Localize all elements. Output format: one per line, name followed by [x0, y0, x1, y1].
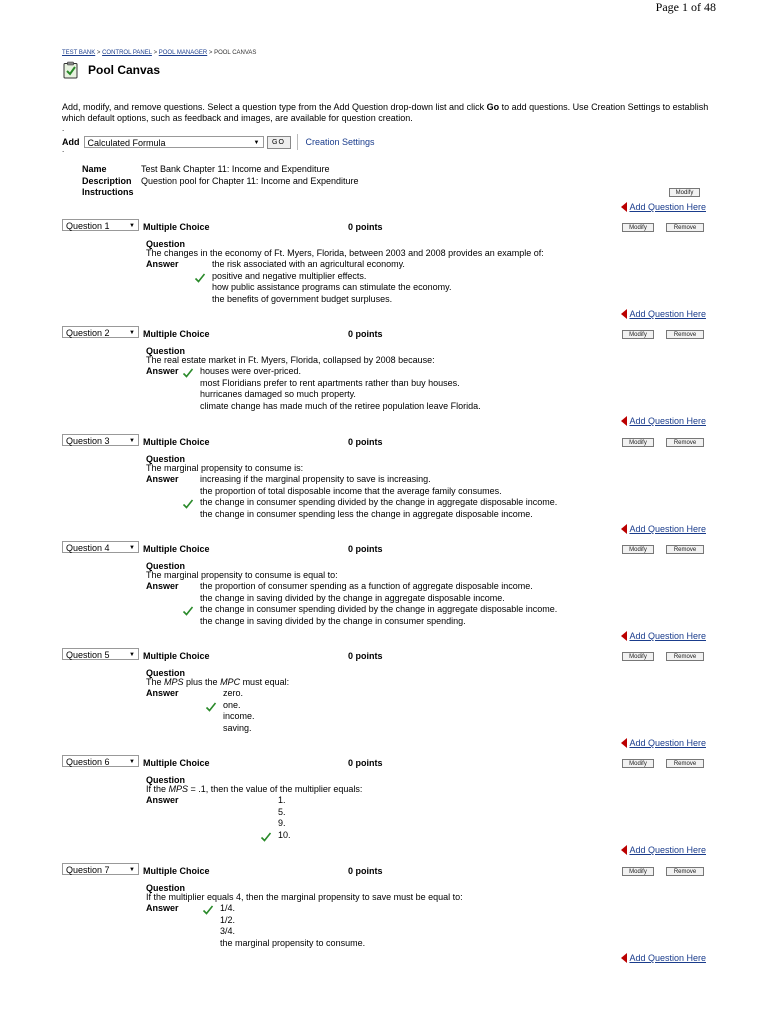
- question-text: If the multiplier equals 4, then the marginal propensity to save must be equal to:: [146, 892, 463, 902]
- remove-button[interactable]: Remove: [666, 545, 704, 554]
- answer-option: 9.: [278, 818, 286, 828]
- answer-option: one.: [223, 700, 255, 712]
- question-number-value: Question 1: [66, 221, 110, 231]
- answer-option: 1/4.: [220, 903, 365, 915]
- answer-list: [212, 259, 451, 305]
- answer-option: saving.: [223, 722, 252, 733]
- add-question-here-label: Add Question Here: [629, 202, 706, 212]
- modify-button[interactable]: Modify: [622, 867, 654, 876]
- modify-button[interactable]: Modify: [622, 545, 654, 554]
- answer-option: 5.: [278, 806, 286, 817]
- question-number-select[interactable]: [62, 326, 139, 338]
- answer-label: Answer: [146, 688, 179, 698]
- chevron-down-icon: ▼: [129, 330, 135, 336]
- question-number-select[interactable]: [62, 755, 139, 767]
- instructions-label: Instructions: [82, 187, 134, 197]
- question-points: 0 points: [348, 758, 383, 768]
- question-number-value: Question 3: [66, 436, 110, 446]
- question-label: Question: [146, 346, 186, 356]
- answer-option: houses were over-priced.: [200, 366, 481, 378]
- breadcrumb-separator: >: [96, 50, 101, 56]
- add-question-here-link[interactable]: [621, 416, 706, 426]
- remove-button[interactable]: Remove: [666, 867, 704, 876]
- answer-option: the marginal propensity to consume.: [220, 937, 366, 948]
- spacer-dot: .: [62, 145, 65, 154]
- answer-list: [200, 474, 557, 520]
- answer-label: Answer: [146, 474, 179, 484]
- intro-go-word: Go: [486, 102, 500, 112]
- add-question-here-label: Add Question Here: [629, 953, 706, 963]
- answer-list: [223, 688, 255, 734]
- question-term: MPS: [164, 677, 184, 687]
- question-points: 0 points: [348, 866, 383, 876]
- creation-settings-link[interactable]: Creation Settings: [305, 137, 375, 147]
- question-number-value: Question 2: [66, 328, 110, 338]
- question-type: Multiple Choice: [143, 222, 210, 232]
- modify-button[interactable]: Modify: [622, 330, 654, 339]
- correct-check-icon: [202, 904, 214, 916]
- question-number-value: Question 6: [66, 757, 110, 767]
- question-term: MPC: [220, 677, 241, 687]
- add-question-here-link[interactable]: [621, 738, 706, 748]
- question-number-select[interactable]: [62, 863, 139, 875]
- intro-text: Add, modify, and remove questions. Select a question type from the Add Question drop-down list and click: [62, 102, 487, 112]
- question-type: Multiple Choice: [143, 437, 210, 447]
- answer-option: how public assistance programs can stimulate the economy.: [212, 282, 452, 292]
- answer-option: increasing if the marginal propensity to save is increasing.: [200, 474, 431, 484]
- question-label: Question: [146, 561, 186, 571]
- answer-label: Answer: [146, 581, 179, 591]
- add-question-here-label: Add Question Here: [629, 738, 706, 748]
- question-points: 0 points: [348, 544, 383, 554]
- correct-check-icon: [182, 367, 194, 379]
- modify-pool-button[interactable]: Modify: [669, 188, 700, 197]
- answer-option: the change in saving divided by the change in aggregate disposable income.: [200, 592, 505, 603]
- remove-button[interactable]: Remove: [666, 438, 704, 447]
- breadcrumb-pool-canvas: POOL CANVAS: [214, 50, 257, 56]
- correct-check-icon: [182, 498, 194, 510]
- answer-option: the change in saving divided by the change in consumer spending.: [200, 615, 466, 626]
- chevron-down-icon: ▼: [129, 867, 135, 873]
- question-block: [0, 755, 768, 862]
- add-question-here-label: Add Question Here: [629, 416, 706, 426]
- question-block: [0, 219, 768, 326]
- breadcrumb-separator: >: [153, 50, 158, 56]
- spacer-dot: .: [62, 124, 65, 133]
- answer-option: the change in consumer spending divided by the change in aggregate disposable income.: [200, 497, 557, 509]
- answer-option: 1.: [278, 795, 286, 805]
- arrow-left-icon: [621, 202, 627, 212]
- answer-list: [200, 581, 557, 627]
- answer-option: 10.: [278, 830, 291, 842]
- breadcrumb-separator: >: [208, 50, 213, 56]
- question-type: Multiple Choice: [143, 544, 210, 554]
- question-text-part: must equal:: [240, 677, 290, 687]
- question-block: [0, 434, 768, 541]
- question-label: Question: [146, 668, 186, 678]
- answer-list: [200, 366, 481, 412]
- question-number-select[interactable]: [62, 434, 139, 446]
- arrow-left-icon: [621, 845, 627, 855]
- arrow-left-icon: [621, 524, 627, 534]
- add-question-here-label: Add Question Here: [629, 631, 706, 641]
- clipboard-check-icon: [62, 61, 80, 79]
- page-header: [62, 61, 160, 79]
- question-text: The changes in the economy of Ft. Myers, Florida, between 2003 and 2008 provides an example of:: [146, 248, 544, 258]
- answer-option: the proportion of total disposable income that the average family consumes.: [200, 485, 502, 496]
- question-number-select[interactable]: [62, 541, 139, 553]
- go-button[interactable]: GO: [267, 136, 291, 149]
- question-block: [0, 541, 768, 648]
- page-number: Page 1 of 48: [655, 0, 716, 14]
- correct-check-icon: [182, 605, 194, 617]
- answer-option: the proportion of consumer spending as a function of aggregate disposable income.: [200, 581, 533, 591]
- question-number-value: Question 4: [66, 543, 110, 553]
- question-number-value: Question 5: [66, 650, 110, 660]
- chevron-down-icon: ▼: [129, 759, 135, 765]
- remove-button[interactable]: Remove: [666, 759, 704, 768]
- modify-button[interactable]: Modify: [622, 652, 654, 661]
- correct-check-icon: [194, 272, 206, 284]
- name-label: Name: [82, 164, 107, 174]
- divider: [297, 134, 298, 150]
- question-type: Multiple Choice: [143, 758, 210, 768]
- question-text-part: The: [146, 677, 165, 687]
- remove-button[interactable]: Remove: [666, 223, 704, 232]
- question-text: [146, 677, 289, 687]
- question-number-value: Question 7: [66, 865, 110, 875]
- answer-option: positive and negative multiplier effects.: [212, 271, 451, 283]
- intro-text-end: to add questions. Use Creation Settings to establish which default options, such as feedback and images, are available for question creation.: [62, 102, 709, 123]
- answer-option: climate change has made much of the retiree population leave Florida.: [200, 400, 481, 411]
- question-text-part: If the: [146, 784, 169, 794]
- answer-list: [220, 903, 365, 949]
- arrow-left-icon: [621, 416, 627, 426]
- description-label: Description: [82, 175, 132, 186]
- pool-name: Test Bank Chapter 11: Income and Expenditure: [141, 164, 330, 174]
- question-block: [0, 863, 768, 970]
- correct-check-icon: [205, 701, 217, 713]
- chevron-down-icon: ▼: [129, 545, 135, 551]
- question-type-select-value: Calculated Formula: [87, 138, 166, 148]
- question-type: Multiple Choice: [143, 866, 210, 876]
- question-text: The real estate market in Ft. Myers, Florida, collapsed by 2008 because:: [146, 355, 435, 365]
- question-block: [0, 648, 768, 755]
- add-label: Add: [62, 137, 80, 147]
- question-points: 0 points: [348, 437, 383, 447]
- question-label: Question: [146, 775, 186, 785]
- remove-button[interactable]: Remove: [666, 330, 704, 339]
- answer-option: 3/4.: [220, 926, 236, 936]
- arrow-left-icon: [621, 953, 627, 963]
- answer-label: Answer: [146, 903, 179, 913]
- chevron-down-icon: ▼: [253, 140, 260, 146]
- modify-button[interactable]: Modify: [622, 223, 654, 232]
- modify-button[interactable]: Modify: [622, 759, 654, 768]
- chevron-down-icon: ▼: [129, 223, 135, 229]
- arrow-left-icon: [621, 738, 627, 748]
- answer-option: 1/2.: [220, 914, 236, 925]
- breadcrumb: [62, 50, 256, 56]
- answer-label: Answer: [146, 259, 179, 269]
- arrow-left-icon: [621, 309, 627, 319]
- chevron-down-icon: ▼: [129, 438, 135, 444]
- add-question-here-link[interactable]: [621, 631, 706, 641]
- question-label: Question: [146, 454, 186, 464]
- remove-button[interactable]: Remove: [666, 652, 704, 661]
- add-question-here-link[interactable]: [621, 524, 706, 534]
- pool-info: [82, 164, 358, 199]
- modify-button[interactable]: Modify: [622, 438, 654, 447]
- add-question-here-link[interactable]: [621, 845, 706, 855]
- answer-label: Answer: [146, 795, 179, 805]
- answer-option: the benefits of government budget surpluses.: [212, 293, 393, 304]
- question-points: 0 points: [348, 651, 383, 661]
- breadcrumb-pool-manager[interactable]: POOL MANAGER: [158, 50, 208, 56]
- answer-option: the change in consumer spending less the change in aggregate disposable income.: [200, 508, 533, 519]
- answer-option: most Floridians prefer to rent apartments rather than buy houses.: [200, 377, 460, 388]
- answer-option: the risk associated with an agricultural economy.: [212, 259, 405, 269]
- answer-option: zero.: [223, 688, 244, 698]
- add-question-here-link[interactable]: [621, 202, 706, 212]
- add-question-here-label: Add Question Here: [629, 309, 706, 319]
- question-label: Question: [146, 883, 186, 893]
- answer-list: [278, 795, 291, 841]
- question-type: Multiple Choice: [143, 329, 210, 339]
- question-number-select[interactable]: [62, 648, 139, 660]
- answer-option: income.: [223, 711, 255, 721]
- add-question-here-label: Add Question Here: [629, 524, 706, 534]
- breadcrumb-test-bank[interactable]: TEST BANK: [62, 50, 96, 56]
- add-question-bar: [62, 134, 375, 150]
- chevron-down-icon: ▼: [129, 652, 135, 658]
- add-question-here-label: Add Question Here: [629, 845, 706, 855]
- arrow-left-icon: [621, 631, 627, 641]
- question-text: The marginal propensity to consume is equal to:: [146, 570, 338, 580]
- add-question-here-link[interactable]: [621, 309, 706, 319]
- instructions-text: [62, 102, 712, 124]
- question-label: Question: [146, 239, 186, 249]
- page-title: Pool Canvas: [88, 63, 161, 77]
- add-question-here-link[interactable]: [621, 953, 706, 963]
- question-type-select[interactable]: [84, 136, 264, 148]
- breadcrumb-control-panel[interactable]: CONTROL PANEL: [102, 50, 152, 56]
- question-term: MPS: [168, 784, 189, 794]
- answer-option: hurricanes damaged so much property.: [200, 389, 356, 399]
- answer-option: the change in consumer spending divided by the change in aggregate disposable income.: [200, 604, 557, 616]
- question-points: 0 points: [348, 329, 383, 339]
- question-type: Multiple Choice: [143, 651, 210, 661]
- correct-check-icon: [260, 831, 272, 843]
- question-block: [0, 326, 768, 433]
- question-text: [146, 784, 362, 794]
- question-number-select[interactable]: [62, 219, 139, 231]
- pool-description: Question pool for Chapter 11: Income and Expenditure: [141, 175, 359, 186]
- answer-label: Answer: [146, 366, 179, 376]
- question-text-part: plus the: [183, 677, 221, 687]
- question-points: 0 points: [348, 222, 383, 232]
- question-text-part: = .1, then the value of the multiplier equals:: [188, 784, 363, 794]
- question-text: The marginal propensity to consume is:: [146, 463, 304, 473]
